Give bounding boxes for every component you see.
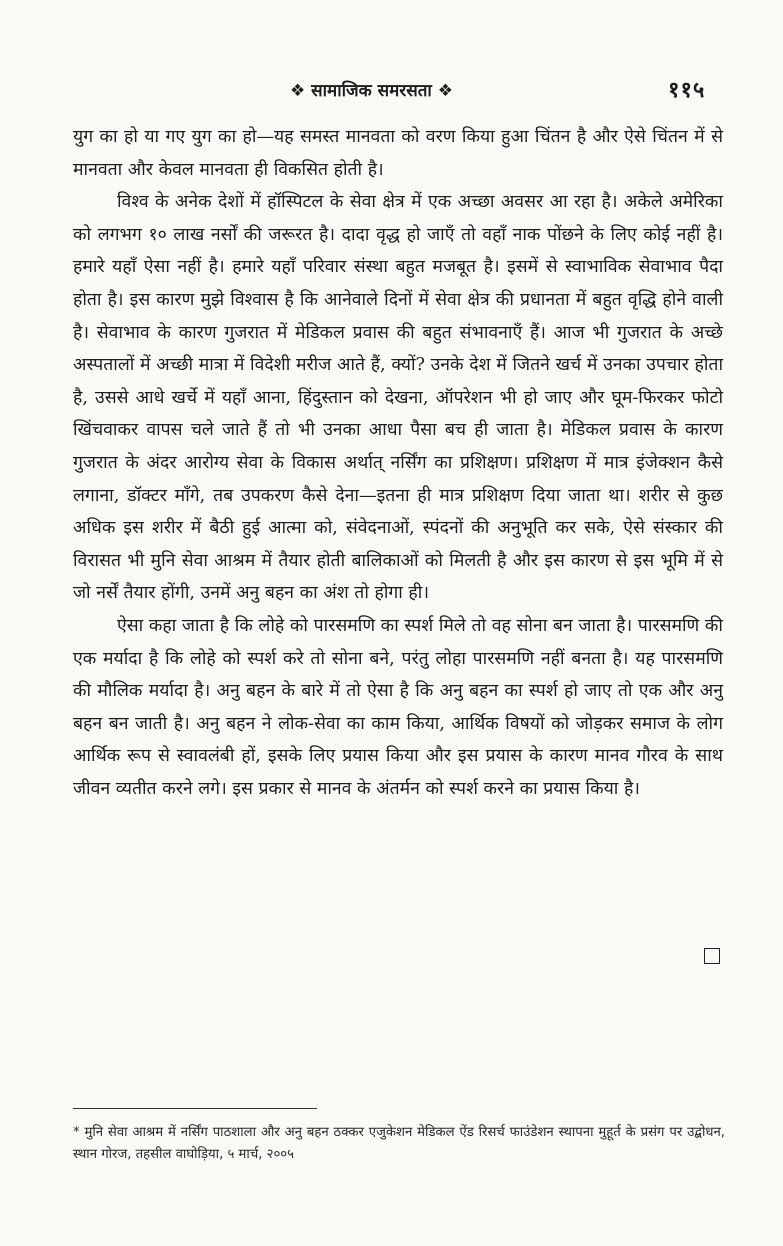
body-text [73, 121, 723, 805]
footnote-divider [73, 1108, 317, 1109]
paragraph-2: विश्व के अनेक देशों में हॉस्पिटल के सेवा क्षेत्र में एक अच्छा अवसर आ रहा है। अकेले अमेरिका को लगभग १० लाख नर्सों की जरूरत है। दादा वृद्ध हो जाएँ तो वहाँ नाक पोंछने के लिए कोई नहीं है। हमारे यहाँ ऐसा नहीं है। हमारे यहाँ परिवार संस्था बहुत मजबूत है। इसमें से स्वाभाविक सेवाभाव पैदा होता है। इस कारण मुझे विश्वास है कि आनेवाले दिनों में सेवा क्षेत्र की प्रधानता में बहुत वृद्धि होने वाली है। सेवाभाव के कारण गुजरात में मेडिकल प्रवास की बहुत संभावनाएँ हैं। आज भी गुजरात के अच्छे अस्पतालों में अच्छी मात्रा में विदेशी मरीज आते हैं, क्यों? उनके देश में जितने खर्च में उनका उपचार होता है, उससे आधे खर्चे में यहाँ आना, हिंदुस्तान को देखना, ऑपरेशन भी हो जाए और घूम-फिरकर फोटो खिंचवाकर वापस चले जाते हैं तो भी उनका आधा पैसा बच ही जाता है। मेडिकल प्रवास के कारण गुजरात के अंदर आरोग्य सेवा के विकास अर्थात् नर्सिंग का प्रशिक्षण। प्रशिक्षण में मात्र इंजेक्शन कैसे लगाना, डॉक्टर माँगे, तब उपकरण कैसे देना—इतना ही मात्र प्रशिक्षण दिया जाता था। शरीर से कुछ अधिक इस शरीर में बैठी हुई आत्मा को, संवेदनाओं, स्पंदनों की अनुभूति कर सके, ऐसे संस्कार की विरासत भी मुनि सेवा आश्रम में तैयार होती बालिकाओं को मिलती है और इस कारण से इस भूमि में से जो नर्सें तैयार होंगी, उनमें अनु बहन का अंश तो होगा ही। [73, 192, 723, 604]
page-header [0, 72, 783, 106]
running-title: ❖ सामाजिक समरसता ❖ [290, 81, 453, 101]
paragraph-1: युग का हो या गए युग का हो—यह समस्त मानवता को वरण किया हुआ चिंतन है और ऐसे चिंतन में से मानवता और केवल मानवता ही विकसित होती है। [73, 127, 723, 180]
end-of-section-box-icon [704, 948, 720, 964]
page-number: ११५ [668, 77, 706, 103]
footnote: * मुनि सेवा आश्रम में नर्सिंग पाठशाला और अनु बहन ठक्कर एजुकेशन मेडिकल ऐंड रिसर्च फाउंडेशन स्थापना मुहूर्त के प्रसंग पर उद्बोधन, स्थान गोरज, तहसील वाघोड़िया, ५ मार्च, २००५ [73, 1125, 725, 1162]
paragraph-3: ऐसा कहा जाता है कि लोहे को पारसमणि का स्पर्श मिले तो वह सोना बन जाता है। पारसमणि की एक मर्यादा है कि लोहे को स्पर्श करे तो सोना बने, परंतु लोहा पारसमणि नहीं बनता है। यह पारसमणि की मौलिक मर्यादा है। अनु बहन के बारे में तो ऐसा है कि अनु बहन का स्पर्श हो जाए तो एक और अनु बहन बन जाती है। अनु बहन ने लोक-सेवा का काम किया, आर्थिक विषयों को जोड़कर समाज के लोग आर्थिक रूप से स्वावलंबी हों, इसके लिए प्रयास किया और इस प्रयास के कारण मानव गौरव के साथ जीवन व्यतीत करने लगे। इस प्रकार से मानव के अंतर्मन को स्पर्श करने का प्रयास किया है। [73, 615, 723, 799]
